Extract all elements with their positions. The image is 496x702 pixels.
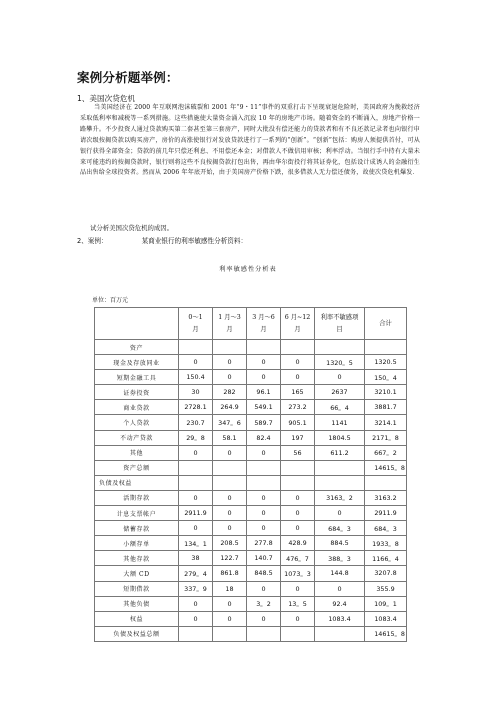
table-row [95,490,407,505]
row-label: 商业贷款 [95,400,179,415]
table-cell: 0 [213,596,247,611]
table-cell: 0 [179,596,213,611]
table-cell: 134。1 [179,536,213,551]
table-cell: 3210.1 [365,385,407,400]
table-cell: 30 [179,385,213,400]
table-header-cell: 0～1 月 [179,308,213,340]
table-cell: 0 [247,521,281,536]
table-cell: 2728.1 [179,400,213,415]
table-cell: 337。9 [179,581,213,596]
table-cell: 1320。5 [315,355,365,370]
table-cell: 273.2 [281,400,315,415]
table-cell: 0 [247,611,281,626]
row-label: 短期金融工具 [95,370,179,385]
row-label: 其他存款 [95,551,179,566]
row-label: 证券投资 [95,385,179,400]
table-cell: 66。4 [315,400,365,415]
table-cell: 0 [213,521,247,536]
table-cell: 0 [247,581,281,596]
row-label: 负债及权益 [95,475,179,490]
table-cell [281,475,315,490]
table-cell [179,626,213,641]
table-header-cell: 6 月~12 月 [281,308,315,340]
table-cell [213,626,247,641]
table-total-row [95,626,407,641]
table-header-row [95,308,407,340]
case-heading [77,235,247,245]
table-cell: 279。4 [179,566,213,581]
table-cell: 476。7 [281,551,315,566]
table-cell: 0 [247,370,281,385]
table-cell: 150.4 [179,370,213,385]
table-row [95,355,407,370]
table-cell: 428.9 [281,536,315,551]
table-cell [365,340,407,355]
table-cell: 3。2 [247,596,281,611]
table-cell: 1073。3 [281,566,315,581]
table-row [95,506,407,521]
table-row [95,566,407,581]
table-cell: 230.7 [179,415,213,430]
case-text: 某商业银行的利率敏感性分析资料： [141,237,248,245]
table-row [95,415,407,430]
table-cell: 1141 [315,415,365,430]
table-cell: 56 [281,445,315,460]
table-cell: 1166。4 [365,551,407,566]
rate-sensitivity-table [94,307,407,642]
table-cell: 3207.8 [365,566,407,581]
table-cell [281,626,315,641]
table-cell: 282 [213,385,247,400]
table-cell [213,460,247,475]
table-cell: 589.7 [247,415,281,430]
table-row [95,400,407,415]
table-cell: 0 [179,355,213,370]
table-cell: 122.7 [213,551,247,566]
table-cell: 684。3 [365,521,407,536]
table-row [95,521,407,536]
table-cell: 388。3 [315,551,365,566]
table-cell: 0 [315,581,365,596]
table-cell [247,340,281,355]
table-row [95,385,407,400]
table-cell: 0 [179,611,213,626]
table-cell: 0 [179,445,213,460]
table-cell: 140.7 [247,551,281,566]
table-header-cell: 合计 [365,308,407,340]
table-title: 利率敏感性分析表 [219,266,277,273]
table-cell: 1083.4 [365,611,407,626]
table-cell: 0 [281,355,315,370]
table-cell: 1933。8 [365,536,407,551]
table-cell: 1083.4 [315,611,365,626]
row-label: 资产总额 [95,460,179,475]
table-cell: 3163。2 [315,490,365,505]
table-cell [315,460,365,475]
table-cell: 0 [247,355,281,370]
table-cell: 0 [315,506,365,521]
table-cell [315,626,365,641]
table-cell: 277.8 [247,536,281,551]
row-label: 其他负债 [95,596,179,611]
table-header-cell: 利率不敏感项 目 [315,308,365,340]
table-cell [179,460,213,475]
table-row [95,445,407,460]
table-header-cell: 3 月～6 月 [247,308,281,340]
table-cell: 549.1 [247,400,281,415]
table-cell: 92.4 [315,596,365,611]
table-cell [247,475,281,490]
table-cell: 208.5 [213,536,247,551]
table-cell: 848.5 [247,566,281,581]
table-cell: 29。8 [179,430,213,445]
table-cell: 264.9 [213,400,247,415]
table-cell: 109。1 [365,596,407,611]
row-label: 负债及权益总额 [95,626,179,641]
table-unit: 单位：百万元 [92,297,129,304]
table-cell [365,475,407,490]
row-label: 权益 [95,611,179,626]
table-cell: 58.1 [213,430,247,445]
row-label: 计息支票帐户 [95,506,179,521]
row-label: 其他 [95,445,179,460]
table-cell [179,475,213,490]
row-label: 个人贷款 [95,415,179,430]
table-cell [213,340,247,355]
case-label: 2、案例： [77,237,108,245]
row-label: 现金及存放同业 [95,355,179,370]
section-heading-subprime: 1、美国次贷危机 [77,94,135,103]
table-cell: 1320.5 [365,355,407,370]
table-cell: 144.8 [315,566,365,581]
table-cell: 0 [213,445,247,460]
table-row [95,581,407,596]
table-total-row [95,460,407,475]
row-label: 短期借款 [95,581,179,596]
table-cell: 2911.9 [179,506,213,521]
table-cell: 905.1 [281,415,315,430]
table-cell: 2637 [315,385,365,400]
row-label: 活期存款 [95,490,179,505]
table-cell: 0 [179,521,213,536]
table-cell: 684。3 [315,521,365,536]
table-cell: 165 [281,385,315,400]
table-cell: 0 [281,611,315,626]
table-cell: 0 [247,445,281,460]
table-cell [213,475,247,490]
row-label: 不动产贷款 [95,430,179,445]
table-header-cell [95,308,179,340]
row-label: 小额存单 [95,536,179,551]
table-row [95,430,407,445]
table-cell [247,460,281,475]
table-cell: 0 [281,506,315,521]
table-cell: 0 [213,611,247,626]
table-cell: 0 [281,490,315,505]
table-cell: 2171。8 [365,430,407,445]
page-title: 案例分析题举例： [77,70,179,85]
case-paragraph: 当美国经济在 2000 年互联网泡沫破裂和 2001 年“9・11”事件的双重打击下呈现衰退危险时，美国政府为挽救经济采取低利率和减税等一系列措施。这些措施使大量资金涌入沉寂 10 年的房地产市场。随着资金的不断涌入，房地产价格一路攀升。不少投资人通过贷款购买第二套甚至第三套房产，同时大批没有偿还能力的贷款者和有不良还款记录者也向银行申请次级按揭贷款以购买房产，房价的高涨使银行对发放贷款进行了一系列的“创新”。“创新”包括：购房人须提供首付，可从银行获得全部资金；贷款的前几年只偿还利息、不用偿还本金；对借款人不做信用审核；利率浮动。当银行手中持有大量未来可能违约的按揭贷款时，银行则将这些不良按揭贷款打包出售，再由华尔街投行将其证券化，包括设计成诱人的金融衍生品出售给全球投资者。然而从 2006 年年底开始，由于美国房产价格下跌，很多借款人无力偿还债务，故使次贷危机爆发． [80,104,420,177]
table-section-row [95,475,407,490]
table-section-row [95,340,407,355]
question-text: 试分析美国次贷危机的成因。 [90,224,174,232]
table-cell: 82.4 [247,430,281,445]
table-cell: 38 [179,551,213,566]
table-cell: 13。5 [281,596,315,611]
table-cell: 0 [213,370,247,385]
table-cell: 2911.9 [365,506,407,521]
table-cell: 0 [281,581,315,596]
table-row [95,596,407,611]
table-cell: 0 [281,370,315,385]
table-row [95,611,407,626]
table-cell: 14615。8 [365,460,407,475]
table-cell [281,340,315,355]
table-cell: 197 [281,430,315,445]
table-row [95,370,407,385]
table-cell: 1804.5 [315,430,365,445]
table-cell: 14615。8 [365,626,407,641]
row-label: 资产 [95,340,179,355]
table-header-cell: 1 月～3 月 [213,308,247,340]
table-cell: 611.2 [315,445,365,460]
table-cell: 861.8 [213,566,247,581]
table-row [95,536,407,551]
table-cell: 667。2 [365,445,407,460]
table-cell: 96.1 [247,385,281,400]
table-cell: 0 [247,506,281,521]
table-cell: 884.5 [315,536,365,551]
table-cell: 355.9 [365,581,407,596]
table-cell: 347。6 [213,415,247,430]
table-cell [247,626,281,641]
row-label: 大额 CD [95,566,179,581]
table-cell [281,460,315,475]
table-cell: 0 [213,490,247,505]
table-row [95,551,407,566]
table-cell: 3214.1 [365,415,407,430]
table-cell: 0 [315,370,365,385]
table-cell: 0 [281,521,315,536]
table-cell: 3881.7 [365,400,407,415]
table-cell: 0 [179,490,213,505]
table-cell: 150。4 [365,370,407,385]
table-cell: 0 [247,490,281,505]
table-cell: 18 [213,581,247,596]
table-cell: 0 [213,355,247,370]
table-cell: 3163.2 [365,490,407,505]
table-cell [315,340,365,355]
table-cell [179,340,213,355]
table-cell: 0 [213,506,247,521]
table-cell [315,475,365,490]
row-label: 储蓄存款 [95,521,179,536]
